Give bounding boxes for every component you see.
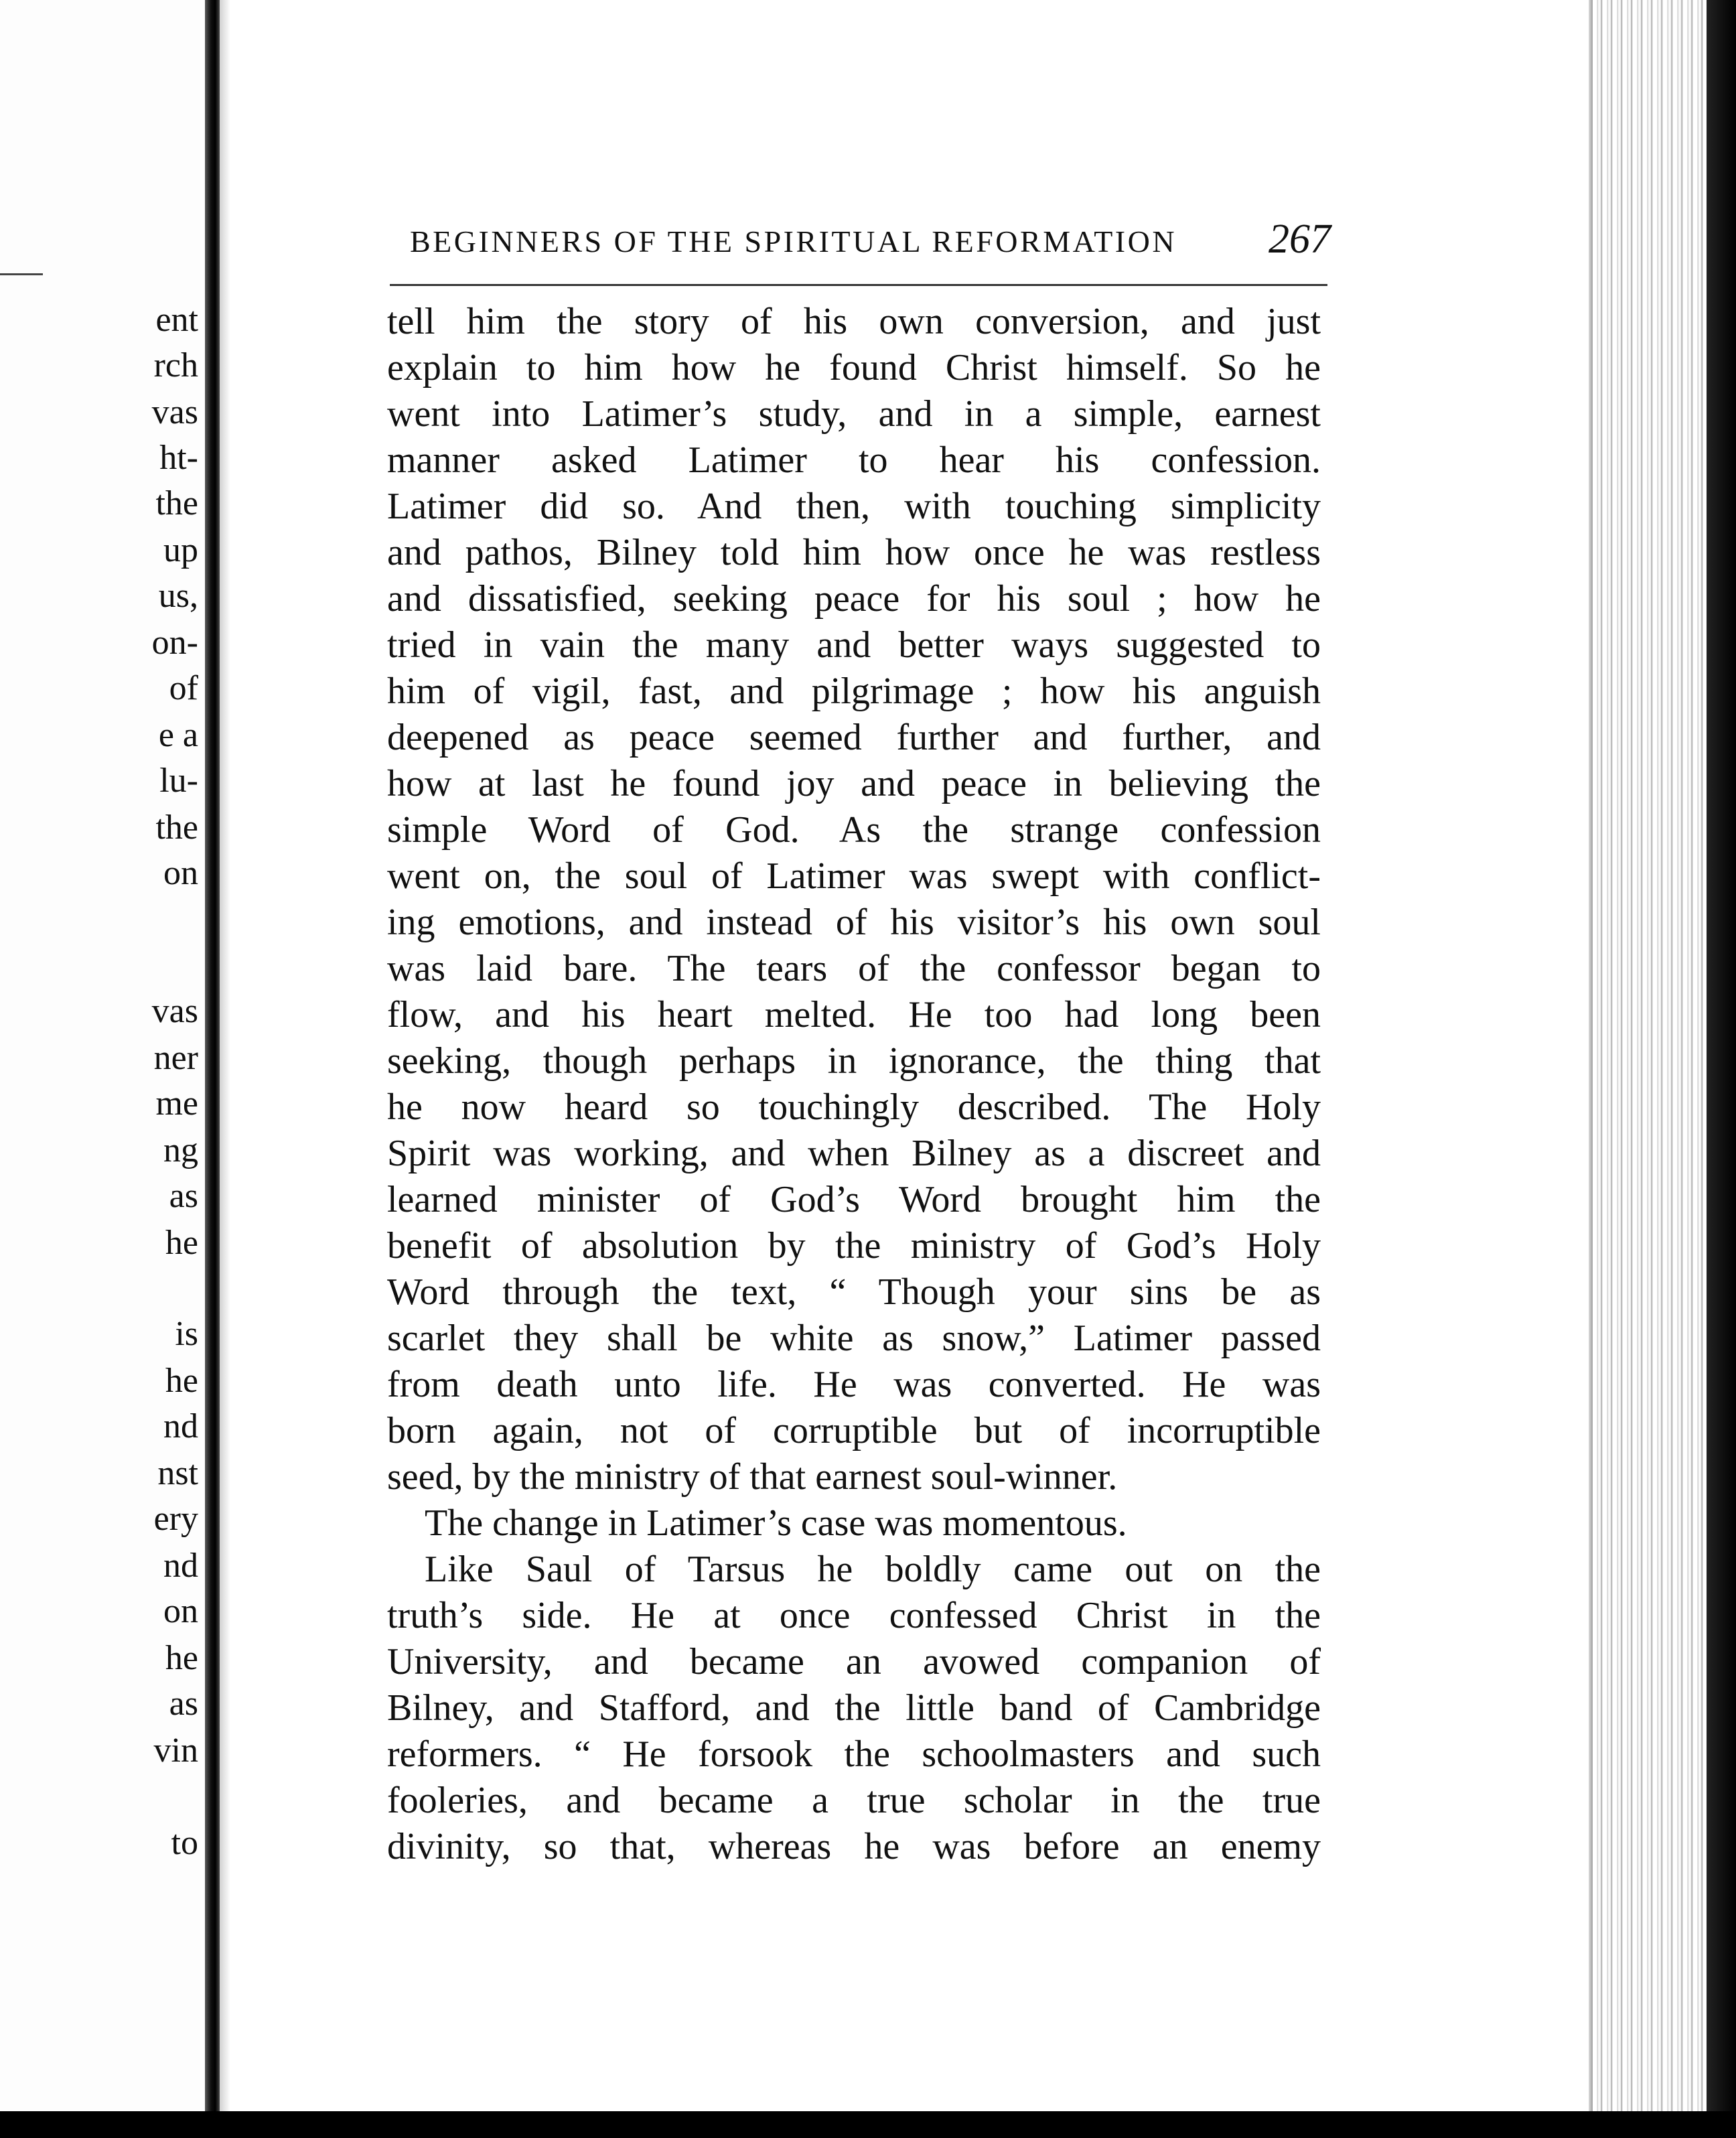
facing-page-fragment: vas (151, 992, 198, 1030)
facing-page-fragment: ng (163, 1131, 198, 1169)
facing-page-fragment: he (165, 1224, 198, 1262)
text-line: Latimer did so. And then, with touching simplicity (387, 486, 1321, 527)
text-line: how at last he found joy and peace in believing the (387, 763, 1321, 804)
facing-page-fragment: vin (153, 1731, 198, 1770)
facing-page-fragment: on (163, 854, 198, 892)
running-head: BEGINNERS OF THE SPIRITUAL REFORMATION (410, 224, 1177, 259)
text-line: benefit of absolution by the ministry of God’s Holy (387, 1225, 1321, 1267)
text-line: University, and became an avowed companion of (387, 1641, 1321, 1683)
scan-border-bottom (0, 2111, 1736, 2138)
text-line: went on, the soul of Latimer was swept with conflict- (387, 855, 1321, 897)
text-line: seed, by the ministry of that earnest soul-winner. (387, 1456, 1118, 1498)
text-line: The change in Latimer’s case was momentous. (425, 1502, 1127, 1544)
text-line: deepened as peace seemed further and further, and (387, 717, 1321, 758)
facing-page-fragment: ent (155, 301, 198, 339)
text-line: truth’s side. He at once confessed Christ in the (387, 1595, 1321, 1636)
facing-page-fragment: up (163, 531, 198, 569)
facing-page-fragment: vas (151, 393, 198, 431)
text-line: ing emotions, and instead of his visitor’s his own soul (387, 902, 1321, 943)
facing-page-fragment: nst (157, 1454, 198, 1492)
facing-page-fragment: nd (163, 1547, 198, 1585)
facing-page-fragment: he (165, 1639, 198, 1677)
text-line: fooleries, and became a true scholar in the true (387, 1780, 1321, 1821)
text-line: scarlet they shall be white as snow,” Latimer passed (387, 1317, 1321, 1359)
text-line: manner asked Latimer to hear his confession. (387, 439, 1321, 481)
text-line: tell him the story of his own conversion, and just (387, 301, 1321, 342)
facing-page-fragment: as (169, 1685, 198, 1723)
text-line: divinity, so that, whereas he was before an enemy (387, 1826, 1321, 1867)
facing-page-edge (0, 0, 213, 2138)
text-line: tried in vain the many and better ways suggested to (387, 624, 1321, 666)
text-line: and pathos, Bilney told him how once he was restless (387, 532, 1321, 573)
text-line: went into Latimer’s study, and in a simple, earnest (387, 393, 1321, 435)
text-line: was laid bare. The tears of the confessor began to (387, 948, 1321, 989)
facing-page-fragment: ner (153, 1039, 198, 1077)
text-line: from death unto life. He was converted. He was (387, 1364, 1321, 1405)
text-line: simple Word of God. As the strange confession (387, 809, 1321, 851)
text-line: he now heard so touchingly described. The Holy (387, 1086, 1321, 1128)
facing-page-fragment: the (155, 808, 198, 847)
text-line: born again, not of corruptible but of incorruptible (387, 1410, 1321, 1451)
text-line: Like Saul of Tarsus he boldly came out on the (425, 1549, 1321, 1590)
facing-page-fragment: of (169, 669, 198, 707)
text-line: Bilney, and Stafford, and the little band of Cambridge (387, 1687, 1321, 1729)
facing-page-fragment: nd (163, 1407, 198, 1445)
body-text (387, 299, 1321, 1870)
facing-page-fragment: e a (158, 716, 198, 754)
facing-page-fragment: the (155, 484, 198, 522)
page-number: 267 (1269, 216, 1331, 262)
facing-page-fragment: he (165, 1362, 198, 1400)
facing-page-fragment: ht- (159, 439, 198, 477)
text-line: and dissatisfied, seeking peace for his soul ; how he (387, 578, 1321, 620)
facing-page-fragment: ery (153, 1500, 198, 1538)
header-rule (390, 284, 1327, 286)
gutter-shadow (220, 0, 230, 2138)
scan-border-right (1707, 0, 1736, 2138)
text-line: reformers. “ He forsook the schoolmasters and such (387, 1733, 1321, 1775)
facing-page-fragment: rch (153, 346, 198, 384)
facing-page-fragment: on (163, 1592, 198, 1630)
facing-page-fragment: as (169, 1177, 198, 1215)
text-line: him of vigil, fast, and pilgrimage ; how his anguish (387, 670, 1321, 712)
text-line: flow, and his heart melted. He too had long been (387, 994, 1321, 1036)
text-line: Word through the text, “ Though your sins be as (387, 1271, 1321, 1313)
facing-page-fragment: on- (151, 624, 198, 662)
facing-page-fragment: me (155, 1084, 198, 1123)
facing-page-rule (0, 273, 43, 275)
text-line: explain to him how he found Christ himself. So he (387, 347, 1321, 388)
facing-page-fragment: us, (158, 577, 198, 615)
text-line: seeking, though perhaps in ignorance, the thing that (387, 1040, 1321, 1082)
facing-page-fragment: is (175, 1315, 198, 1353)
text-line: learned minister of God’s Word brought him the (387, 1179, 1321, 1220)
book-gutter (205, 0, 220, 2138)
facing-page-fragment: to (171, 1824, 198, 1862)
facing-page-fragment: lu- (159, 762, 198, 800)
text-line: Spirit was working, and when Bilney as a discreet and (387, 1133, 1321, 1174)
